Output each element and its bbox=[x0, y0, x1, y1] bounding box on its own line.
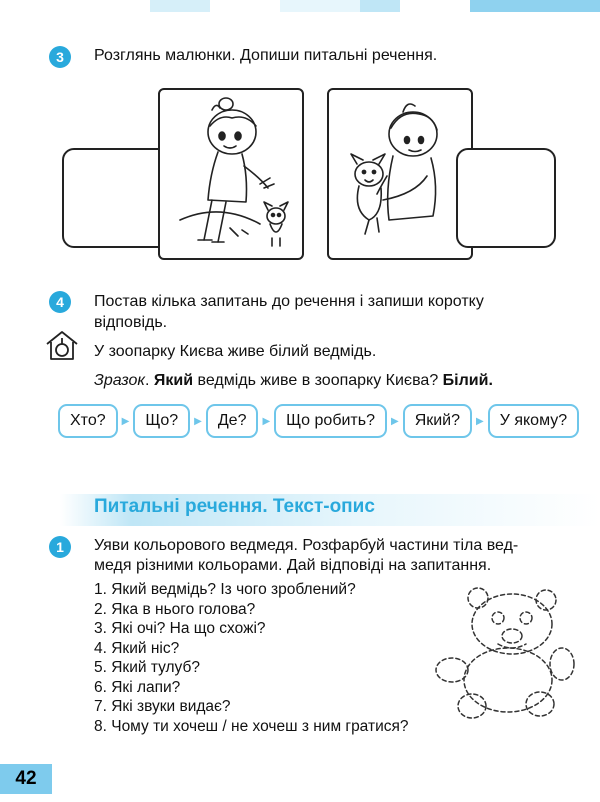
girl-with-puppy-illustration bbox=[160, 90, 302, 258]
list-item: 7. Які звуки видає? bbox=[94, 698, 231, 715]
question-list bbox=[94, 580, 409, 736]
list-item: 8. Чому ти хочеш / не хочеш з ним гратися? bbox=[94, 717, 409, 735]
exercise-4-instruction-line1: Постав кілька запитань до речення і запиши коротку bbox=[94, 293, 484, 310]
chip-arrow-icon: ▶ bbox=[262, 415, 271, 427]
example-question-word: Який bbox=[153, 372, 194, 389]
answer-frame-right[interactable] bbox=[456, 148, 556, 248]
example-dot: . bbox=[144, 372, 154, 389]
question-word-chips bbox=[58, 404, 579, 438]
exercise-1-instruction-line1: Уяви кольорового ведмедя. Розфарбуй частини тіла вед- bbox=[94, 537, 519, 554]
top-decor-bar bbox=[0, 0, 600, 12]
chip-arrow-icon: ▶ bbox=[121, 415, 130, 427]
example-answer: Білий. bbox=[442, 372, 493, 389]
girl-hugging-puppy-illustration bbox=[329, 90, 471, 258]
exercise-1-instruction-line2: медя різними кольорами. Дай відповіді на запитання. bbox=[94, 557, 492, 574]
list-item: 4. Який ніс? bbox=[94, 639, 180, 657]
exercise-4-number: 4 bbox=[49, 291, 71, 313]
list-item: 1. Який ведмідь? Із чого зроблений? bbox=[94, 581, 356, 598]
exercise-3-instruction: Розглянь малюнки. Допиши питальні речення. bbox=[94, 47, 438, 64]
example-label: Зразок bbox=[94, 372, 145, 389]
page-number: 42 bbox=[0, 764, 52, 794]
chip-arrow-icon: ▶ bbox=[390, 415, 399, 427]
chip-which: Який? bbox=[403, 404, 472, 438]
exercise-1-number: 1 bbox=[49, 536, 71, 558]
chip-arrow-icon: ▶ bbox=[194, 415, 202, 427]
exercise-4-sentence: У зоопарку Києва живе білий ведмідь. bbox=[94, 343, 377, 360]
exercise-4-example bbox=[94, 370, 493, 392]
chip-what: Що? bbox=[133, 404, 190, 438]
exercise-4-instruction-line2: відповідь. bbox=[94, 314, 168, 331]
teddy-bear-outline-illustration bbox=[428, 584, 578, 724]
chip-where: Де? bbox=[206, 404, 259, 438]
list-item: 5. Який тулуб? bbox=[94, 659, 200, 676]
picture-girl-with-puppy bbox=[158, 88, 304, 260]
chip-in-which: У якому? bbox=[488, 404, 579, 438]
list-item: 6. Які лапи? bbox=[94, 678, 181, 696]
list-item: 2. Яка в нього голова? bbox=[94, 600, 256, 618]
exercise-3-number: 3 bbox=[49, 46, 71, 68]
section-title: Питальні речення. Текст-опис bbox=[94, 496, 375, 517]
chip-what-does: Що робить? bbox=[274, 404, 387, 438]
list-item: 3. Які очі? На що схожі? bbox=[94, 620, 266, 637]
example-question-rest: ведмідь живе в зоопарку Києва? bbox=[193, 372, 443, 389]
home-task-icon bbox=[44, 328, 80, 362]
picture-girl-hugging-puppy bbox=[327, 88, 473, 260]
chip-who: Хто? bbox=[58, 404, 118, 438]
chip-arrow-icon: ▶ bbox=[476, 415, 484, 427]
